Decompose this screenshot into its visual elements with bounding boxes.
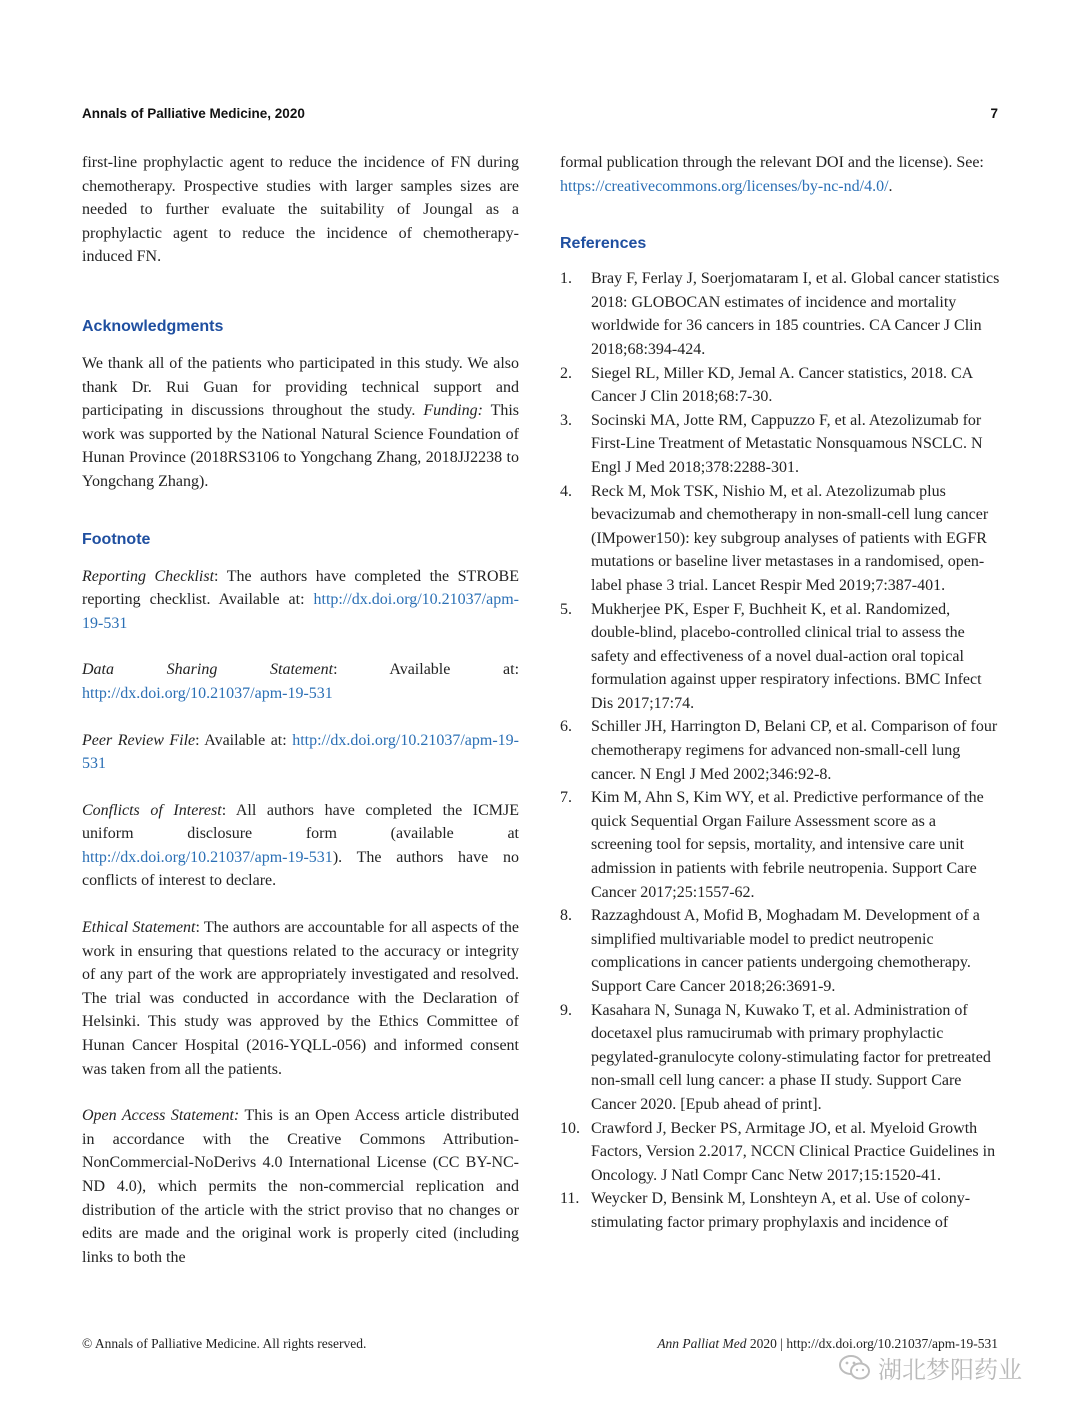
reference-number: 9. <box>560 1001 572 1019</box>
ethical-text: : The authors are accountable for all aspects of the work in ensuring that questions related to the accuracy or integrity of any part of the work are appropriately investigated and resolved. The trial was conducted in accordance with the Declaration of Helsinki. This study was approved by the Ethics Committee of Hunan Cancer Hospital (2016-YQLL-056) and informed consent was taken from all the patients. <box>82 919 519 1078</box>
footer-doi-link[interactable]: http://dx.doi.org/10.21037/apm-19-531 <box>786 1336 998 1351</box>
intro-paragraph: first-line prophylactic agent to reduce the incidence of FN during chemotherapy. Prospective studies with larger samples sizes are needed to further evaluate the suitability of Joungal as a prophylactic agent to reduce the incidence of chemotherapy-induced FN. <box>82 154 519 266</box>
conflicts-text: : All authors have completed the ICMJE uniform disclosure form (available at <box>82 801 519 843</box>
data-sharing-link[interactable]: http://dx.doi.org/10.21037/apm-19-531 <box>82 684 333 702</box>
footer-year: 2020 <box>749 1336 777 1351</box>
peer-review-label: Peer Review File <box>82 731 196 749</box>
reference-number: 7. <box>560 789 572 807</box>
copyright-footer: © Annals of Palliative Medicine. All rights reserved. <box>82 1336 367 1351</box>
reference-list <box>560 267 1000 1234</box>
acknowledgments-paragraph <box>82 352 519 494</box>
reference-item <box>560 362 1000 409</box>
reference-text: Bray F, Ferlay J, Soerjomataram I, et al. Global cancer statistics 2018: GLOBOCAN estimates of incidence and mortality worldwide for 36 cancers in 185 countries. CA Cancer J Clin 2018;68:394-424. <box>591 270 1000 358</box>
reference-number: 11. <box>560 1190 580 1208</box>
reference-text: Crawford J, Becker PS, Armitage JO, et al. Myeloid Growth Factors, Version 2.2017, NCCN Clinical Practice Guidelines in Oncology. J Natl Compr Canc Netw 2017;15:1520-41. <box>591 1119 996 1184</box>
reference-item <box>560 1117 1000 1188</box>
watermark-text: 湖北梦阳药业 <box>878 1356 1022 1384</box>
reference-number: 8. <box>560 907 572 925</box>
reference-number: 1. <box>560 270 572 288</box>
reference-number: 6. <box>560 718 572 736</box>
reference-text: Kasahara N, Sunaga N, Kuwako T, et al. Administration of docetaxel plus ramucirumab with primary prophylactic pegylated-granulocyte colony-stimulating factor for pretreated non-small cell lung cancer: a phase II study. Support Care Cancer 2020. [Epub ahead of print]. <box>591 1001 991 1113</box>
conflicts-tail: ). The authors have no conflicts of interest to declare. <box>82 848 519 890</box>
reference-item <box>560 480 1000 598</box>
reference-number: 2. <box>560 364 572 382</box>
license-link[interactable]: https://creativecommons.org/licenses/by-nc-nd/4.0/ <box>560 177 889 195</box>
reference-item <box>560 999 1000 1117</box>
conflicts-of-interest <box>82 799 519 893</box>
open-access-label: Open Access Statement: <box>82 1107 240 1125</box>
funding-label: Funding: <box>423 402 483 420</box>
conflicts-label: Conflicts of Interest <box>82 801 222 819</box>
reference-item <box>560 904 1000 998</box>
continuation-text: formal publication through the relevant DOI and the license). See: <box>560 154 984 171</box>
journal-title: Annals of Palliative Medicine, 2020 <box>82 106 305 121</box>
ethical-label: Ethical Statement <box>82 919 196 937</box>
funding-text: This work was supported by the National Natural Science Foundation of Hunan Province (2018RS3106 to Yongchang Zhang, 2018JJ2238 to Yongchang Zhang). <box>82 402 520 490</box>
open-access-statement <box>82 1104 519 1269</box>
reference-text: Siegel RL, Miller KD, Jemal A. Cancer statistics, 2018. CA Cancer J Clin 2018;68:7-30. <box>591 364 973 406</box>
page-number: 7 <box>990 106 998 121</box>
reference-item <box>560 786 1000 904</box>
reporting-checklist <box>82 565 519 636</box>
reference-text: Weycker D, Bensink M, Lonshteyn A, et al. Use of colony-stimulating factor primary prophylaxis and incidence of <box>591 1190 971 1231</box>
references-heading: References <box>560 235 647 253</box>
running-head <box>82 106 998 126</box>
reporting-link[interactable]: http://dx.doi.org/10.21037/apm-19-531 <box>82 591 519 632</box>
reference-item <box>560 1187 1000 1234</box>
wechat-icon <box>838 1353 872 1383</box>
data-sharing-label: Data Sharing Statement <box>82 661 334 679</box>
left-column <box>82 151 519 1269</box>
open-access-text: This is an Open Access article distributed in accordance with the Creative Commons Attribution-NonCommercial-NoDerivs 4.0 International License (CC BY-NC-ND 4.0), which permits the non-commercial replication and distribution of the article with the strict proviso that no changes or edits are made and the original work is properly cited (including links to both the <box>82 1107 519 1266</box>
footnote-heading: Footnote <box>82 530 151 548</box>
peer-review-link[interactable]: http://dx.doi.org/10.21037/apm-19-531 <box>82 731 520 773</box>
right-column <box>560 151 1000 1235</box>
footer-separator: | <box>780 1336 783 1351</box>
acknowledgments-thanks: We thank all of the patients who participated in this study. We also thank Dr. Rui Guan for providing technical support and participating in discussions throughout the study. <box>82 354 519 420</box>
watermark <box>838 1350 1022 1385</box>
data-sharing-text: : Available at: <box>333 661 520 679</box>
reporting-label: Reporting Checklist <box>82 567 215 585</box>
acknowledgments-heading: Acknowledgments <box>82 317 224 335</box>
reference-number: 3. <box>560 411 572 429</box>
reference-number: 5. <box>560 600 572 618</box>
reference-number: 4. <box>560 482 572 500</box>
reference-text: Reck M, Mok TSK, Nishio M, et al. Atezolizumab plus bevacizumab and chemotherapy in non-small-cell lung cancer (IMpower150): key subgroup analyses of patients with EGFR mutations or baseline liver metastases in a randomised, open-label phase 3 trial. Lancet Respir Med 2019;7:387-401. <box>591 482 989 594</box>
reference-number: 10. <box>560 1119 580 1137</box>
reference-text: Schiller JH, Harrington D, Belani CP, et al. Comparison of four chemotherapy regimens for advanced non-small-cell lung cancer. N Engl J Med 2002;346:92-8. <box>591 718 998 783</box>
reference-item <box>560 409 1000 480</box>
conflicts-link[interactable]: http://dx.doi.org/10.21037/apm-19-531 <box>82 848 333 866</box>
peer-review-text: : Available at: <box>195 731 293 749</box>
reference-text: Kim M, Ahn S, Kim WY, et al. Predictive performance of the quick Sequential Organ Failure Assessment score as a screening tool for sepsis, mortality, and intensive care unit admission in patients with febrile neutropenia. Support Care Cancer 2017;25:1557-62. <box>591 789 984 901</box>
ethical-statement <box>82 916 519 1081</box>
journal-abbreviation: Ann Palliat Med <box>657 1336 747 1351</box>
reference-item <box>560 267 1000 361</box>
license-continuation <box>560 151 1000 198</box>
continuation-end: . <box>888 177 893 195</box>
data-sharing-statement <box>82 658 519 705</box>
reference-text: Socinski MA, Jotte RM, Cappuzzo F, et al. Atezolizumab for First-Line Treatment of Metastatic Nonsquamous NSCLC. N Engl J Med 2018;378:2288-301. <box>591 411 983 476</box>
reporting-text: : The authors have completed the STROBE reporting checklist. Available at: <box>82 567 519 609</box>
reference-item <box>560 598 1000 716</box>
peer-review-file <box>82 729 519 776</box>
reference-item <box>560 715 1000 786</box>
reference-text: Razzaghdoust A, Mofid B, Moghadam M. Development of a simplified multivariable model to predict neutropenic complications in cancer patients undergoing chemotherapy. Support Care Cancer 2018;26:3691-9. <box>591 907 980 995</box>
reference-text: Mukherjee PK, Esper F, Buchheit K, et al. Randomized, double-blind, placebo-controlled clinical trial to assess the safety and effectiveness of a novel dual-action oral topical formulation against upper respiratory infections. BMC Infect Dis 2017;17:74. <box>591 600 982 712</box>
